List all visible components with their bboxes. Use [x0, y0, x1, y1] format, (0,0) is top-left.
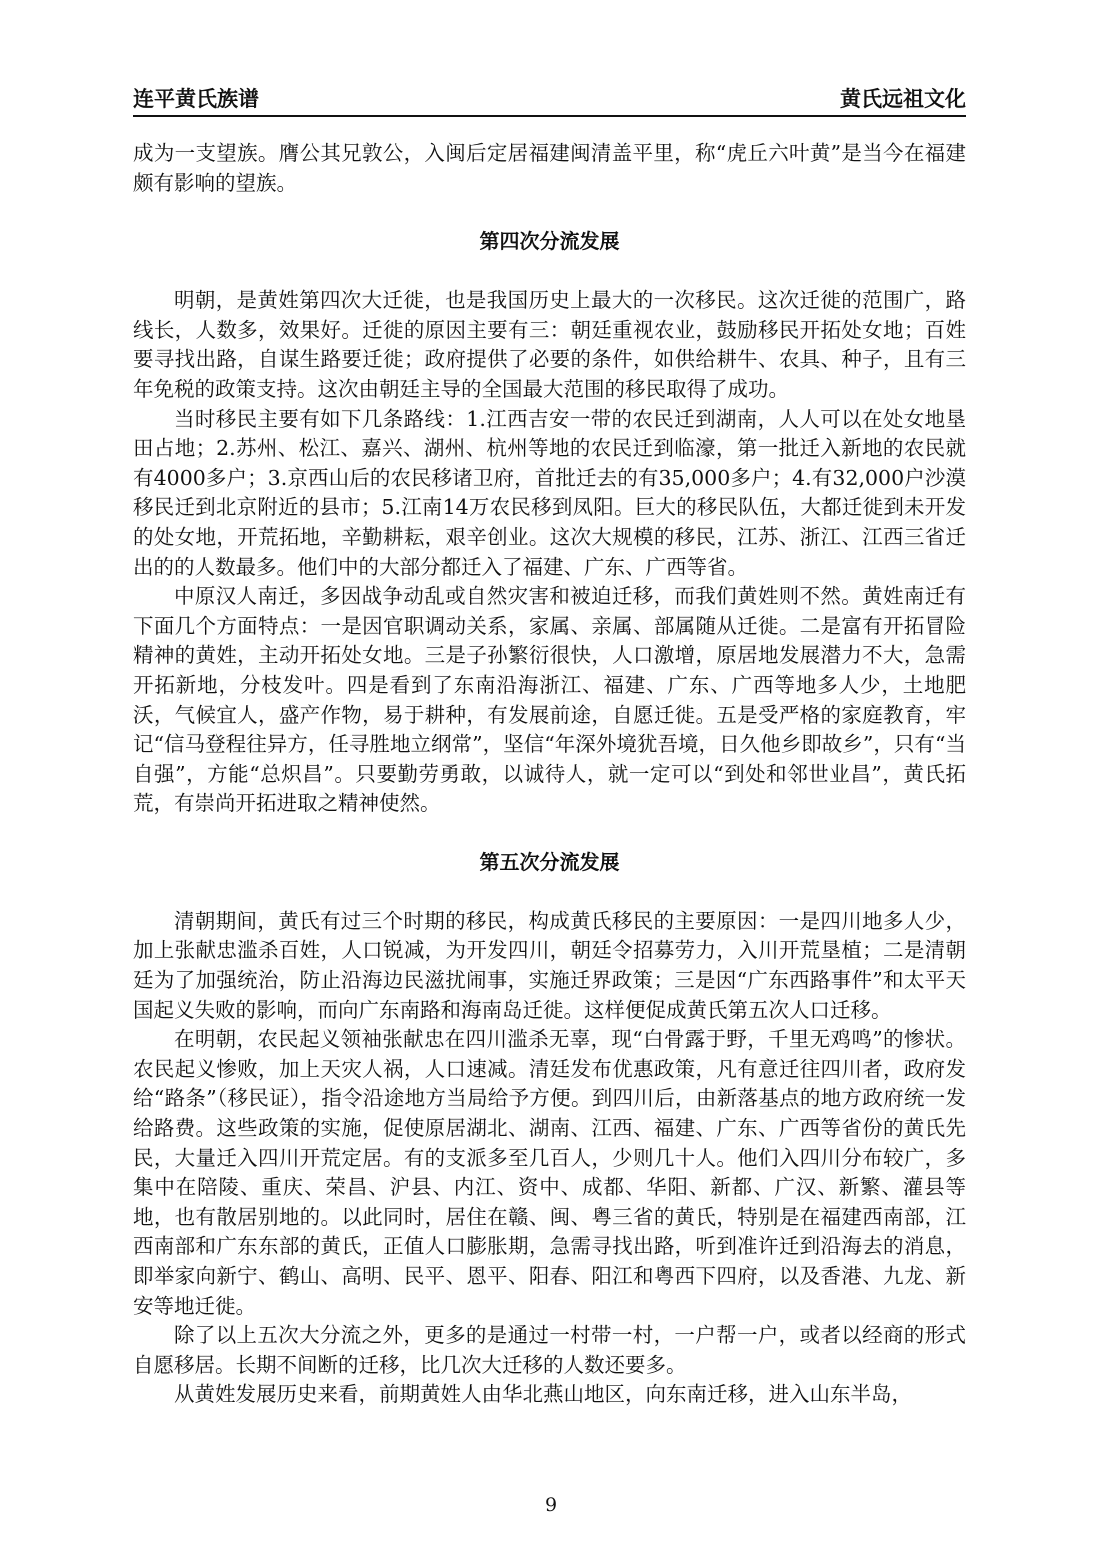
section4-paragraph-1: 明朝，是黄姓第四次大迁徙，也是我国历史上最大的一次移民。这次迁徙的范围广，路线长，人数多，效果好。迁徙的原因主要有三：朝廷重视农业，鼓励移民开拓处女地；百姓要寻找出路，自谋生路要迁徙；政府提供了必要的条件，如供给耕牛、农具、种子，且有三年免税的政策支持。这次由朝廷主导的全国最大范围的移民取得了成功。	[133, 288, 966, 401]
section-heading-5: 第五次分流发展	[479, 849, 620, 874]
header-left-title: 连平黄氏族谱	[133, 87, 259, 111]
section4-paragraph-2: 当时移民主要有如下几条路线：1.江西吉安一带的农民迁到湖南，人人可以在处女地垦田占地；2.苏州、松江、嘉兴、湖州、杭州等地的农民迁到临濠，第一批迁入新地的农民就有4000多户；3.京西山后的农民移诸卫府，首批迁去的有35,000多户；4.有32,000户沙漠移民迁到北京附近的县市；5.江南14万农民移到凤阳。巨大的移民队伍，大都迁徙到未开发的处女地，开荒拓地，辛勤耕耘，艰辛创业。这次大规模的移民，江苏、浙江、江西三省迁出的的人数最多。他们中的大部分都迁入了福建、广东、广西等省。	[133, 406, 966, 579]
section-heading-4: 第四次分流发展	[479, 229, 620, 254]
section5-paragraph-4: 从黄姓发展历史来看，前期黄姓人由华北燕山地区，向东南迁移，进入山东半岛，	[174, 1382, 912, 1407]
page-number: 9	[544, 1494, 558, 1516]
intro-paragraph: 成为一支望族。膺公其兄敦公，入闽后定居福建闽清盖平里，称“虎丘六叶黄”是当今在福建颇有影响的望族。	[133, 141, 966, 195]
section5-paragraph-1: 清朝期间，黄氏有过三个时期的移民，构成黄氏移民的主要原因：一是四川地多人少，加上张献忠滥杀百姓，人口锐减，为开发四川，朝廷令招募劳力，入川开荒垦植；二是清朝廷为了加强统治，防止沿海边民滋扰闹事，实施迁界政策；三是因“广东西路事件”和太平天国起义失败的影响，而向广东南路和海南岛迁徙。这样便促成黄氏第五次人口迁移。	[133, 908, 966, 1022]
page-header	[133, 83, 966, 117]
document-body	[133, 139, 966, 1410]
section5-paragraph-3: 除了以上五次大分流之外，更多的是通过一村带一村，一户帮一户，或者以经商的形式自愿移居。长期不间断的迁移，比几次大迁移的人数还要多。	[133, 1323, 966, 1377]
section5-paragraph-2: 在明朝，农民起义领袖张献忠在四川滥杀无辜，现“白骨露于野，千里无鸡鸣”的惨状。农民起义惨败，加上天灾人祸，人口速减。清廷发布优惠政策，凡有意迁往四川者，政府发给“路条”（移民证），指令沿途地方当局给予方便。到四川后，由新落基点的地方政府统一发给路费。这些政策的实施，促使原居湖北、湖南、江西、福建、广东、广西等省份的黄氏先民，大量迁入四川开荒定居。有的支派多至几百人，少则几十人。他们入四川分布较广，多集中在陪陵、重庆、荣昌、沪县、内江、资中、成都、华阳、新都、广汉、新繁、灌县等地，也有散居别地的。以此同时，居住在赣、闽、粤三省的黄氏，特别是在福建西南部，江西南部和广东东部的黄氏，正值人口膨胀期，急需寻找出路，听到准许迁到沿海去的消息，即举家向新宁、鹤山、高明、民平、恩平、阳春、阳江和粤西下四府，以及香港、九龙、新安等地迁徙。	[133, 1027, 966, 1318]
section4-paragraph-3: 中原汉人南迁，多因战争动乱或自然灾害和被迫迁移，而我们黄姓则不然。黄姓南迁有下面几个方面特点：一是因官职调动关系，家属、亲属、部属随从迁徙。二是富有开拓冒险精神的黄姓，主动开拓处女地。三是子孙繁衍很快，人口激增，原居地发展潜力不大，急需开拓新地，分枝发叶。四是看到了东南沿海浙江、福建、广东、广西等地多人少，土地肥沃，气候宜人，盛产作物，易于耕种，有发展前途，自愿迁徙。五是受严格的家庭教育，牢记“信马登程往异方，任寻胜地立纲常”，坚信“年深外境犹吾境，日久他乡即故乡”，只有“当自强”，方能“总炽昌”。只要勤劳勇敢，以诚待人，就一定可以“到处和邻世业昌”，黄氏拓荒，有崇尚开拓进取之精神使然。	[133, 584, 966, 816]
header-right-title: 黄氏远祖文化	[840, 87, 966, 111]
